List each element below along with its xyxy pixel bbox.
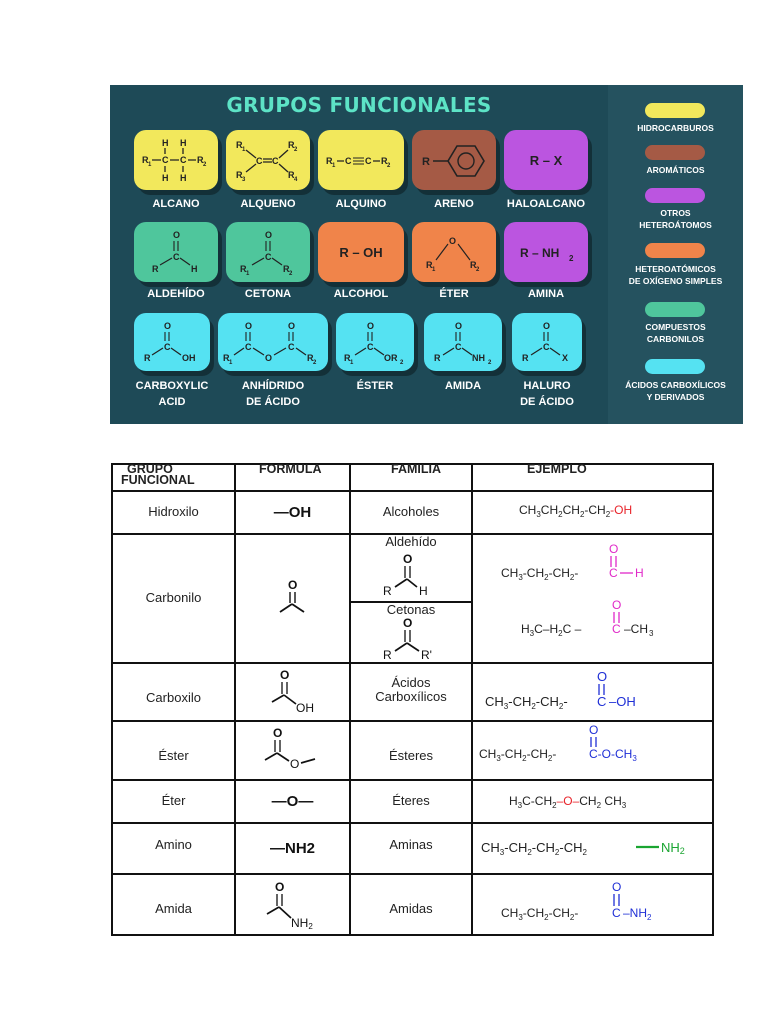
legend-label-carbonilos [608, 321, 743, 345]
card-label-alquino: ALQUINO [335, 198, 387, 210]
example-cetona [473, 599, 712, 661]
legend-label-heteroatomicos-line1: HETEROATÓMICOS [635, 264, 716, 274]
svg-text:O: O [274, 879, 284, 894]
carbonyl-structure [263, 569, 323, 629]
cell-family-amidas: Amidas [389, 901, 433, 916]
formula-nh2: —NH2 [269, 840, 315, 857]
cell-group-ester: Éster [158, 748, 189, 763]
legend-swatch-heteroatomicos [645, 243, 705, 258]
legend-label-aromaticos: AROMÁTICOS [646, 165, 705, 175]
svg-text:R: R [522, 353, 529, 363]
svg-text:CH3-CH2-CH2-: $CH_3-CH_2-CH_2-$ [479, 747, 557, 763]
svg-text:R: R [197, 155, 204, 165]
table-border-bottom [111, 934, 714, 936]
cetona-structure [226, 222, 310, 282]
header-grupo-line1: GRUPO [127, 462, 173, 476]
svg-text:1: 1 [432, 267, 436, 273]
card-aldehido [134, 222, 218, 282]
svg-text:R: R [236, 140, 243, 150]
svg-text:R – NH: R – NH [520, 246, 560, 260]
legend-label-hidrocarburos: HIDROCARBUROS [637, 123, 714, 133]
card-label-alqueno: ALQUENO [240, 198, 296, 210]
svg-text:3: 3 [242, 177, 246, 183]
svg-text:H: H [419, 584, 428, 598]
svg-text:C: C [245, 342, 252, 352]
card-alquino [318, 130, 404, 190]
svg-text:R: R [383, 584, 392, 598]
svg-text:OH: OH [295, 701, 314, 715]
svg-text:O: O [164, 321, 172, 331]
svg-text:1: 1 [332, 163, 336, 169]
alqueno-structure [226, 130, 310, 190]
legend-label-heteroatomicos-line2: DE OXÍGENO SIMPLES [628, 276, 723, 286]
svg-text:O: O [272, 725, 282, 740]
svg-text:1: 1 [350, 360, 354, 366]
svg-text:3: 3 [649, 629, 654, 638]
svg-text:OH: OH [182, 353, 196, 363]
legend-panel [608, 85, 743, 424]
card-amina [504, 222, 588, 282]
svg-text:1: 1 [229, 360, 233, 366]
svg-text:R: R [142, 155, 149, 165]
formula-o: —O— [271, 793, 314, 810]
card-label-anhidrido [218, 378, 328, 410]
card-amida [424, 313, 502, 371]
alcohol-formula: R – OH [339, 244, 383, 260]
card-label-ester: ÉSTER [356, 380, 394, 392]
card-eter [412, 222, 496, 282]
legend-label-heteroatomicos [608, 263, 743, 287]
svg-text:–NH2: $-NH_2$ [623, 906, 652, 922]
legend-swatch-otros-heteroatomos [645, 188, 705, 203]
card-label-haluro [502, 378, 592, 410]
haluro-structure [512, 313, 582, 371]
svg-text:C: C [609, 566, 618, 580]
legend-label-otros-heteroatomos [608, 207, 743, 231]
svg-text:C: C [612, 622, 621, 636]
svg-text:CH3-CH2-CH2-CH2: $CH_3-CH_2-CH_2-CH_2$ [481, 840, 587, 857]
family-acidos-line2: Carboxílicos [375, 689, 447, 704]
svg-text:O: O [612, 599, 622, 612]
svg-text:2: 2 [476, 267, 480, 273]
svg-text:O: O [265, 230, 273, 240]
card-ester [336, 313, 414, 371]
svg-text:R': R' [421, 648, 432, 662]
svg-text:O: O [403, 616, 413, 630]
card-label-anhidrido-line1: ANHÍDRIDO [241, 380, 305, 392]
svg-text:H3C-CH2–O–CH2 CH3: $H_3C-CH_2-O-CH_2$ $CH_3$ [509, 794, 627, 810]
svg-text:C: C [162, 155, 169, 165]
svg-text:NH: NH [472, 353, 485, 363]
svg-text:R: R [383, 648, 392, 662]
svg-text:C: C [597, 694, 607, 709]
cell-formula-carboxilo [236, 664, 349, 720]
svg-text:H: H [162, 173, 169, 183]
cell-family-cetonas: Cetonas [386, 602, 436, 617]
svg-text:2: 2 [203, 162, 207, 168]
card-label-cetona: CETONA [244, 288, 292, 300]
svg-text:O: O [279, 668, 289, 682]
svg-text:CH3-CH2-CH2-: $CH_3-CH_2-CH_2-$ [485, 694, 568, 711]
svg-text:O: O [367, 321, 375, 331]
card-cetona [226, 222, 310, 282]
svg-text:NH2: NH2 [661, 840, 685, 856]
svg-text:R: R [144, 353, 151, 363]
aldehido-structure [134, 222, 218, 282]
cell-family-esteres: Ésteres [388, 748, 434, 763]
svg-text:R: R [470, 260, 477, 270]
cell-family-aminas: Aminas [389, 837, 433, 852]
svg-text:R: R [326, 156, 333, 166]
svg-text:R: R [152, 264, 159, 274]
example-aldehido [473, 535, 712, 597]
svg-text:H3C–H2C –: $H_3C-H_2C$ – [521, 622, 582, 638]
svg-text:C: C [367, 342, 374, 352]
legend-swatch-aromaticos [645, 145, 705, 160]
svg-text:H: H [191, 264, 198, 274]
svg-text:NH2: NH2 [290, 915, 313, 931]
card-label-aldehido: ALDEHÍDO [147, 288, 205, 300]
svg-text:–CH: –CH [624, 622, 649, 636]
svg-text:X: X [562, 353, 569, 363]
svg-text:O: O [455, 321, 463, 331]
carboxyl-structure [258, 666, 328, 718]
example-carboxilo [473, 664, 712, 720]
svg-text:H: H [635, 566, 644, 580]
eter-structure [412, 222, 496, 282]
svg-text:C: C [256, 156, 263, 166]
svg-text:R: R [422, 156, 430, 168]
svg-text:C: C [173, 252, 180, 262]
legend-swatch-acidos [645, 359, 705, 374]
svg-text:R: R [381, 156, 388, 166]
svg-text:R: R [434, 353, 441, 363]
functional-groups-infographic [110, 85, 743, 424]
card-label-areno: ARENO [434, 198, 474, 210]
amina-structure [504, 222, 588, 282]
svg-text:O: O [543, 321, 551, 331]
card-label-alcano: ALCANO [152, 198, 200, 210]
alquino-structure [318, 130, 404, 190]
card-anhidrido [218, 313, 328, 371]
svg-text:–OH: –OH [609, 694, 636, 709]
svg-text:C: C [288, 342, 295, 352]
svg-text:2: 2 [387, 163, 391, 169]
card-label-haluro-line2: DE ÁCIDO [520, 396, 574, 408]
svg-text:H: H [162, 138, 169, 148]
svg-text:CH3-CH2-CH2-: $CH_3-CH_2-CH_2-$ [501, 566, 579, 582]
aldehido-generic-structure [373, 551, 449, 599]
cell-formula-carbonilo [236, 535, 349, 662]
cell-group-hidroxilo: Hidroxilo [148, 504, 199, 519]
formula-oh: —OH [273, 504, 312, 521]
svg-text:2: 2 [569, 254, 574, 263]
svg-text:C: C [272, 156, 279, 166]
alcano-structure [134, 130, 218, 190]
svg-text:C: C [365, 156, 372, 166]
svg-text:2: 2 [289, 271, 293, 277]
card-label-eter: ÉTER [439, 288, 469, 300]
svg-text:C: C [455, 342, 462, 352]
header-familia: FAMILIA [391, 462, 441, 476]
svg-text:H: H [180, 173, 187, 183]
svg-text:C-O-CH3: $C-O-CH_3$ [589, 747, 637, 763]
ester-group-structure [255, 725, 331, 777]
svg-text:R: R [240, 264, 247, 274]
svg-text:C: C [180, 155, 187, 165]
cell-formula-amino [236, 824, 349, 873]
header-grupo-line2: FUNCIONAL [121, 473, 195, 487]
legend-label-carbonilos-line1: COMPUESTOS [645, 322, 706, 332]
cell-family-acidos [351, 676, 471, 704]
header-grupo-funcional [121, 464, 195, 486]
svg-text:1: 1 [242, 147, 246, 153]
svg-text:2: 2 [294, 147, 298, 153]
infographic-title: GRUPOS FUNCIONALES [226, 93, 492, 117]
svg-text:O: O [612, 880, 622, 894]
cell-group-amida: Amida [155, 901, 192, 916]
card-label-alcohol: ALCOHOL [333, 288, 389, 300]
svg-text:R: R [426, 260, 433, 270]
svg-text:O: O [289, 756, 299, 771]
card-alcohol [318, 222, 404, 282]
svg-text:O: O [245, 321, 253, 331]
svg-text:R: R [307, 353, 314, 363]
amida-structure [424, 313, 502, 371]
cell-group-eter: Éter [161, 793, 186, 808]
cetona-generic-structure [373, 615, 449, 663]
svg-text:O: O [265, 353, 273, 363]
card-label-amida: AMIDA [444, 380, 482, 392]
header-ejemplo: EJEMPLO [527, 462, 587, 476]
example-amida [473, 875, 712, 934]
functional-groups-table [111, 463, 714, 936]
legend-label-otros-line1: OTROS [660, 208, 691, 218]
svg-text:O: O [288, 321, 296, 331]
svg-text:R: R [223, 353, 230, 363]
card-label-haluro-line1: HALURO [523, 380, 571, 392]
card-alcano [134, 130, 218, 190]
cell-family-eteres: Éteres [392, 793, 430, 808]
svg-text:R: R [288, 170, 295, 180]
svg-text:O: O [609, 542, 619, 556]
card-label-amina: AMINA [527, 288, 565, 300]
svg-text:2: 2 [488, 360, 492, 366]
card-haluro [512, 313, 582, 371]
svg-text:C: C [265, 252, 272, 262]
amide-group-structure [258, 878, 328, 932]
anhidrido-structure [218, 313, 328, 371]
acido-structure [134, 313, 210, 371]
cell-family-alcoholes: Alcoholes [382, 504, 440, 519]
svg-text:R: R [288, 140, 295, 150]
card-haloalcano [504, 130, 588, 190]
legend-swatch-carbonilos [645, 302, 705, 317]
svg-text:C: C [543, 342, 550, 352]
cell-group-carboxilo: Carboxilo [146, 690, 201, 705]
header-formula: FORMULA [259, 462, 322, 476]
legend-swatch-hidrocarburos [645, 103, 705, 118]
svg-text:4: 4 [294, 177, 298, 183]
svg-text:O: O [173, 230, 181, 240]
svg-text:CH3CH2CH2-CH2-OH: $CH_3CH_2CH_2-CH_2-OH$ [519, 503, 633, 519]
card-label-haloalcano: HALOALCANO [506, 198, 586, 210]
areno-structure [412, 130, 496, 190]
cell-family-aldehido: Aldehído [385, 534, 437, 549]
cell-formula-eter [236, 781, 349, 822]
card-areno [412, 130, 496, 190]
svg-text:1: 1 [148, 162, 152, 168]
svg-text:O: O [287, 577, 297, 592]
svg-text:O: O [597, 669, 608, 684]
card-alqueno [226, 130, 310, 190]
family-acidos-line1: Ácidos [391, 675, 431, 690]
card-label-acido-line2: ACID [158, 396, 186, 408]
svg-text:2: 2 [400, 360, 404, 366]
card-acido [134, 313, 210, 371]
card-label-acido [124, 378, 220, 410]
svg-text:C: C [164, 342, 171, 352]
svg-text:O: O [403, 552, 413, 566]
legend-label-otros-line2: HETEROÁTOMOS [639, 220, 712, 230]
svg-text:1: 1 [246, 271, 250, 277]
svg-text:CH3-CH2-CH2-: $CH_3-CH_2-CH_2-$ [501, 906, 579, 922]
legend-label-acidos-line2: Y DERIVADOS [646, 392, 705, 402]
svg-text:R: R [344, 353, 351, 363]
card-label-acido-line1: CARBOXYLIC [135, 380, 209, 392]
haloalcano-formula: R – X [529, 152, 563, 168]
svg-text:C: C [612, 906, 621, 920]
svg-text:O: O [589, 723, 599, 737]
table-border-right [712, 463, 714, 936]
example-amino [473, 824, 712, 873]
svg-text:R: R [283, 264, 290, 274]
cell-group-carbonilo: Carbonilo [145, 590, 202, 605]
cell-formula-ester [236, 722, 349, 779]
example-ester [473, 722, 712, 779]
svg-text:2: 2 [313, 360, 317, 366]
svg-text:OR: OR [384, 353, 398, 363]
legend-label-carbonilos-line2: CARBONILOS [646, 334, 705, 344]
ester-structure [336, 313, 414, 371]
cell-formula-hidroxilo [236, 492, 349, 533]
example-eter [473, 781, 712, 822]
cell-group-amino: Amino [155, 837, 192, 852]
card-label-anhidrido-line2: DE ÁCIDO [246, 396, 300, 408]
svg-text:O: O [449, 236, 457, 246]
legend-label-acidos-line1: ÁCIDOS CARBOXÍLICOS [625, 380, 726, 390]
example-hidroxilo [473, 492, 712, 533]
svg-text:H: H [180, 138, 187, 148]
svg-text:C: C [345, 156, 352, 166]
cell-formula-amida [236, 875, 349, 934]
svg-text:R: R [236, 170, 243, 180]
legend-label-acidos [608, 379, 743, 403]
